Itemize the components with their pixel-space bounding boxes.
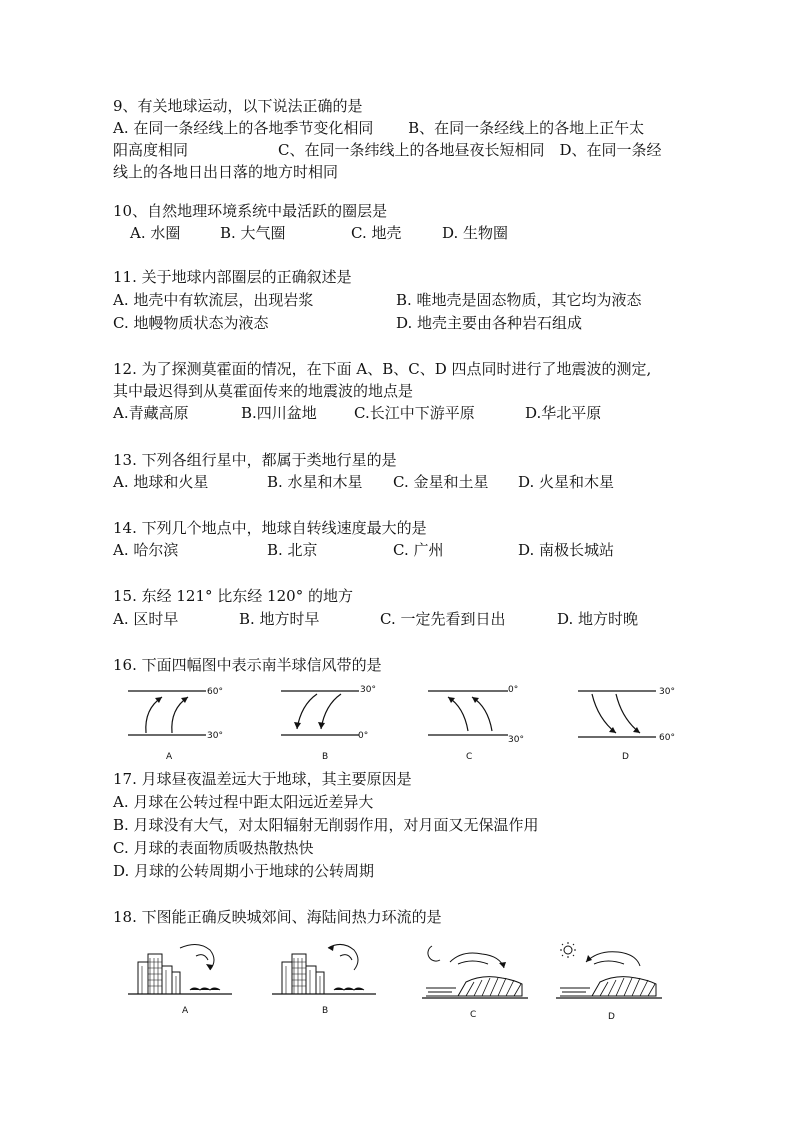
q18-figure-c-label: C (470, 1010, 477, 1020)
q16-stem: 16. 下面四幅图中表示南半球信风带的是 (113, 656, 382, 674)
q14-option-a: A. 哈尔滨 (113, 541, 179, 559)
q16-figure-d-bottom-lat: 60° (659, 733, 675, 743)
q17-option-c: C. 月球的表面物质吸热散热快 (113, 839, 314, 857)
q17-option-b: B. 月球没有大气，对太阳辐射无削弱作用，对月面又无保温作用 (113, 816, 539, 834)
q13-option-b: B. 水星和木星 (267, 473, 363, 491)
q14-option-b: B. 北京 (267, 541, 318, 559)
q18-figure-d (556, 940, 666, 1004)
q9-line-2: A. 在同一条经线上的各地季节变化相同 B、在同一条经线上的各地上正午太 (113, 119, 645, 137)
q16-figure-b-label: B (322, 752, 329, 762)
q14-option-d: D. 南极长城站 (518, 541, 615, 559)
q18-figure-b (272, 940, 382, 1000)
q13-stem: 13. 下列各组行星中，都属于类地行星的是 (113, 451, 397, 469)
q15-option-a: A. 区时早 (113, 610, 179, 628)
q11-option-a: A. 地壳中有软流层，出现岩浆 (113, 291, 314, 309)
q12-option-a: A.青藏高原 (113, 404, 189, 422)
q16-figure-d-top-lat: 30° (659, 687, 675, 697)
q9-line-1: 9、有关地球运动，以下说法正确的是 (113, 97, 363, 115)
q13-option-c: C. 金星和土星 (393, 473, 489, 491)
q10-stem: 10、自然地理环境系统中最活跃的圈层是 (113, 202, 388, 220)
q12-line-1: 12. 为了探测莫霍面的情况，在下面 A、B、C、D 四点同时进行了地震波的测定, (113, 360, 652, 378)
q11-option-b: B. 唯地壳是固态物质，其它均为液态 (396, 291, 642, 309)
q15-option-c: C. 一定先看到日出 (380, 610, 506, 628)
q13-option-d: D. 火星和木星 (518, 473, 615, 491)
q15-option-d: D. 地方时晚 (557, 610, 639, 628)
q11-stem: 11. 关于地球内部圈层的正确叙述是 (113, 268, 352, 286)
q16-figure-c-bottom-lat: 30° (508, 735, 524, 745)
q16-figure-a-label: A (166, 752, 173, 762)
q16-figure-c (428, 683, 538, 743)
q18-figure-a-label: A (182, 1006, 189, 1016)
q13-option-a: A. 地球和火星 (113, 473, 209, 491)
q10-option-a: A. 水圈 (130, 224, 181, 242)
q18-figure-a (128, 940, 238, 1000)
q14-option-c: C. 广州 (393, 541, 444, 559)
q17-stem: 17. 月球昼夜温差远大于地球，其主要原因是 (113, 770, 412, 788)
q17-option-a: A. 月球在公转过程中距太阳远近差异大 (113, 793, 374, 811)
q18-stem: 18. 下图能正确反映城郊间、海陆间热力环流的是 (113, 908, 442, 926)
q16-figure-b-bottom-lat: 0° (358, 731, 369, 741)
q16-figure-d-label: D (622, 752, 629, 762)
q17-option-d: D. 月球的公转周期小于地球的公转周期 (113, 862, 375, 880)
q12-option-b: B.四川盆地 (241, 404, 317, 422)
q12-option-d: D.华北平原 (525, 404, 602, 422)
q10-option-b: B. 大气圈 (220, 224, 286, 242)
q18-figure-b-label: B (322, 1006, 329, 1016)
q10-option-d: D. 生物圈 (442, 224, 509, 242)
q16-figure-c-label: C (466, 752, 473, 762)
q15-stem: 15. 东经 121° 比东经 120° 的地方 (113, 587, 353, 605)
q12-option-c: C.长江中下游平原 (354, 404, 475, 422)
q9-line-3: 阳高度相同 C、在同一条纬线上的各地昼夜长短相同 D、在同一条经 (113, 141, 662, 159)
q18-figure-c (422, 940, 532, 1004)
q16-figure-a-bottom-lat: 30° (207, 731, 223, 741)
q11-option-c: C. 地幔物质状态为液态 (113, 314, 269, 332)
q12-line-2: 其中最迟得到从莫霍面传来的地震波的地点是 (113, 382, 414, 400)
q11-option-d: D. 地壳主要由各种岩石组成 (396, 314, 583, 332)
q10-option-c: C. 地壳 (351, 224, 402, 242)
q16-figure-a-top-lat: 60° (207, 687, 223, 697)
q15-option-b: B. 地方时早 (239, 610, 320, 628)
q16-figure-b-top-lat: 30° (360, 685, 376, 695)
q14-stem: 14. 下列几个地点中，地球自转线速度最大的是 (113, 519, 427, 537)
q9-line-4: 线上的各地日出日落的地方时相同 (113, 163, 339, 181)
q18-figure-d-label: D (608, 1012, 615, 1022)
q16-figure-c-top-lat: 0° (508, 685, 519, 695)
